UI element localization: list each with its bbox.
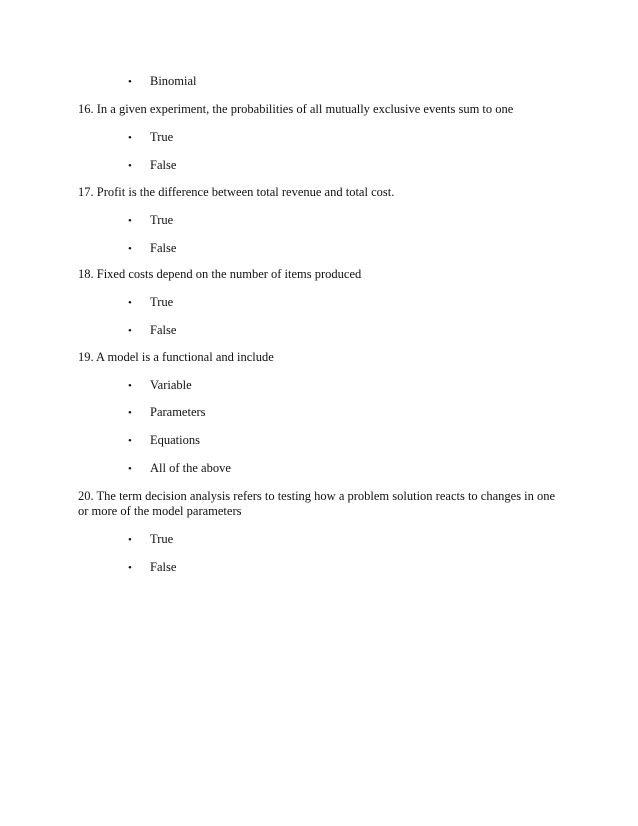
list-item [128, 432, 200, 449]
option-label: True [150, 213, 174, 227]
bullet-icon: • [128, 215, 132, 227]
list-item [128, 240, 176, 257]
bullet-icon: • [128, 380, 132, 392]
list-item [128, 73, 197, 90]
bullet-icon: • [128, 243, 132, 255]
list-item [128, 559, 176, 576]
bullet-icon: • [128, 407, 132, 419]
bullet-icon: • [128, 325, 132, 337]
list-item [128, 294, 173, 311]
option-label: False [150, 241, 177, 255]
option-label: True [150, 532, 174, 546]
bullet-icon: • [128, 297, 132, 309]
option-label: False [150, 158, 177, 172]
option-label: All of the above [150, 461, 231, 475]
bullet-icon: • [128, 463, 132, 475]
bullet-icon: • [128, 160, 132, 172]
question-17: 17. Profit is the difference between total revenue and total cost. [78, 185, 395, 199]
list-item [128, 377, 192, 394]
list-item [128, 531, 173, 548]
list-item [128, 460, 231, 477]
question-20: 20. The term decision analysis refers to testing how a problem solution reacts to changes in one [78, 489, 556, 503]
bullet-icon: • [128, 76, 132, 88]
option-label: Parameters [150, 405, 206, 419]
question-19: 19. A model is a functional and include [78, 350, 274, 364]
option-label: False [150, 323, 177, 337]
bullet-icon: • [128, 435, 132, 447]
bullet-icon: • [128, 132, 132, 144]
list-item [128, 212, 173, 229]
option-label: Variable [150, 378, 192, 392]
option-label: False [150, 560, 177, 574]
option-label: Equations [150, 433, 200, 447]
question-20-continued: or more of the model parameters [78, 504, 242, 518]
bullet-icon: • [128, 562, 132, 574]
question-18: 18. Fixed costs depend on the number of items produced [78, 267, 362, 281]
list-item [128, 129, 173, 146]
question-16: 16. In a given experiment, the probabilities of all mutually exclusive events sum to one [78, 102, 514, 116]
option-label: True [150, 130, 174, 144]
bullet-icon: • [128, 534, 132, 546]
option-label: True [150, 295, 174, 309]
option-label: Binomial [150, 74, 197, 88]
list-item [128, 157, 176, 174]
list-item [128, 404, 206, 421]
list-item [128, 322, 176, 339]
